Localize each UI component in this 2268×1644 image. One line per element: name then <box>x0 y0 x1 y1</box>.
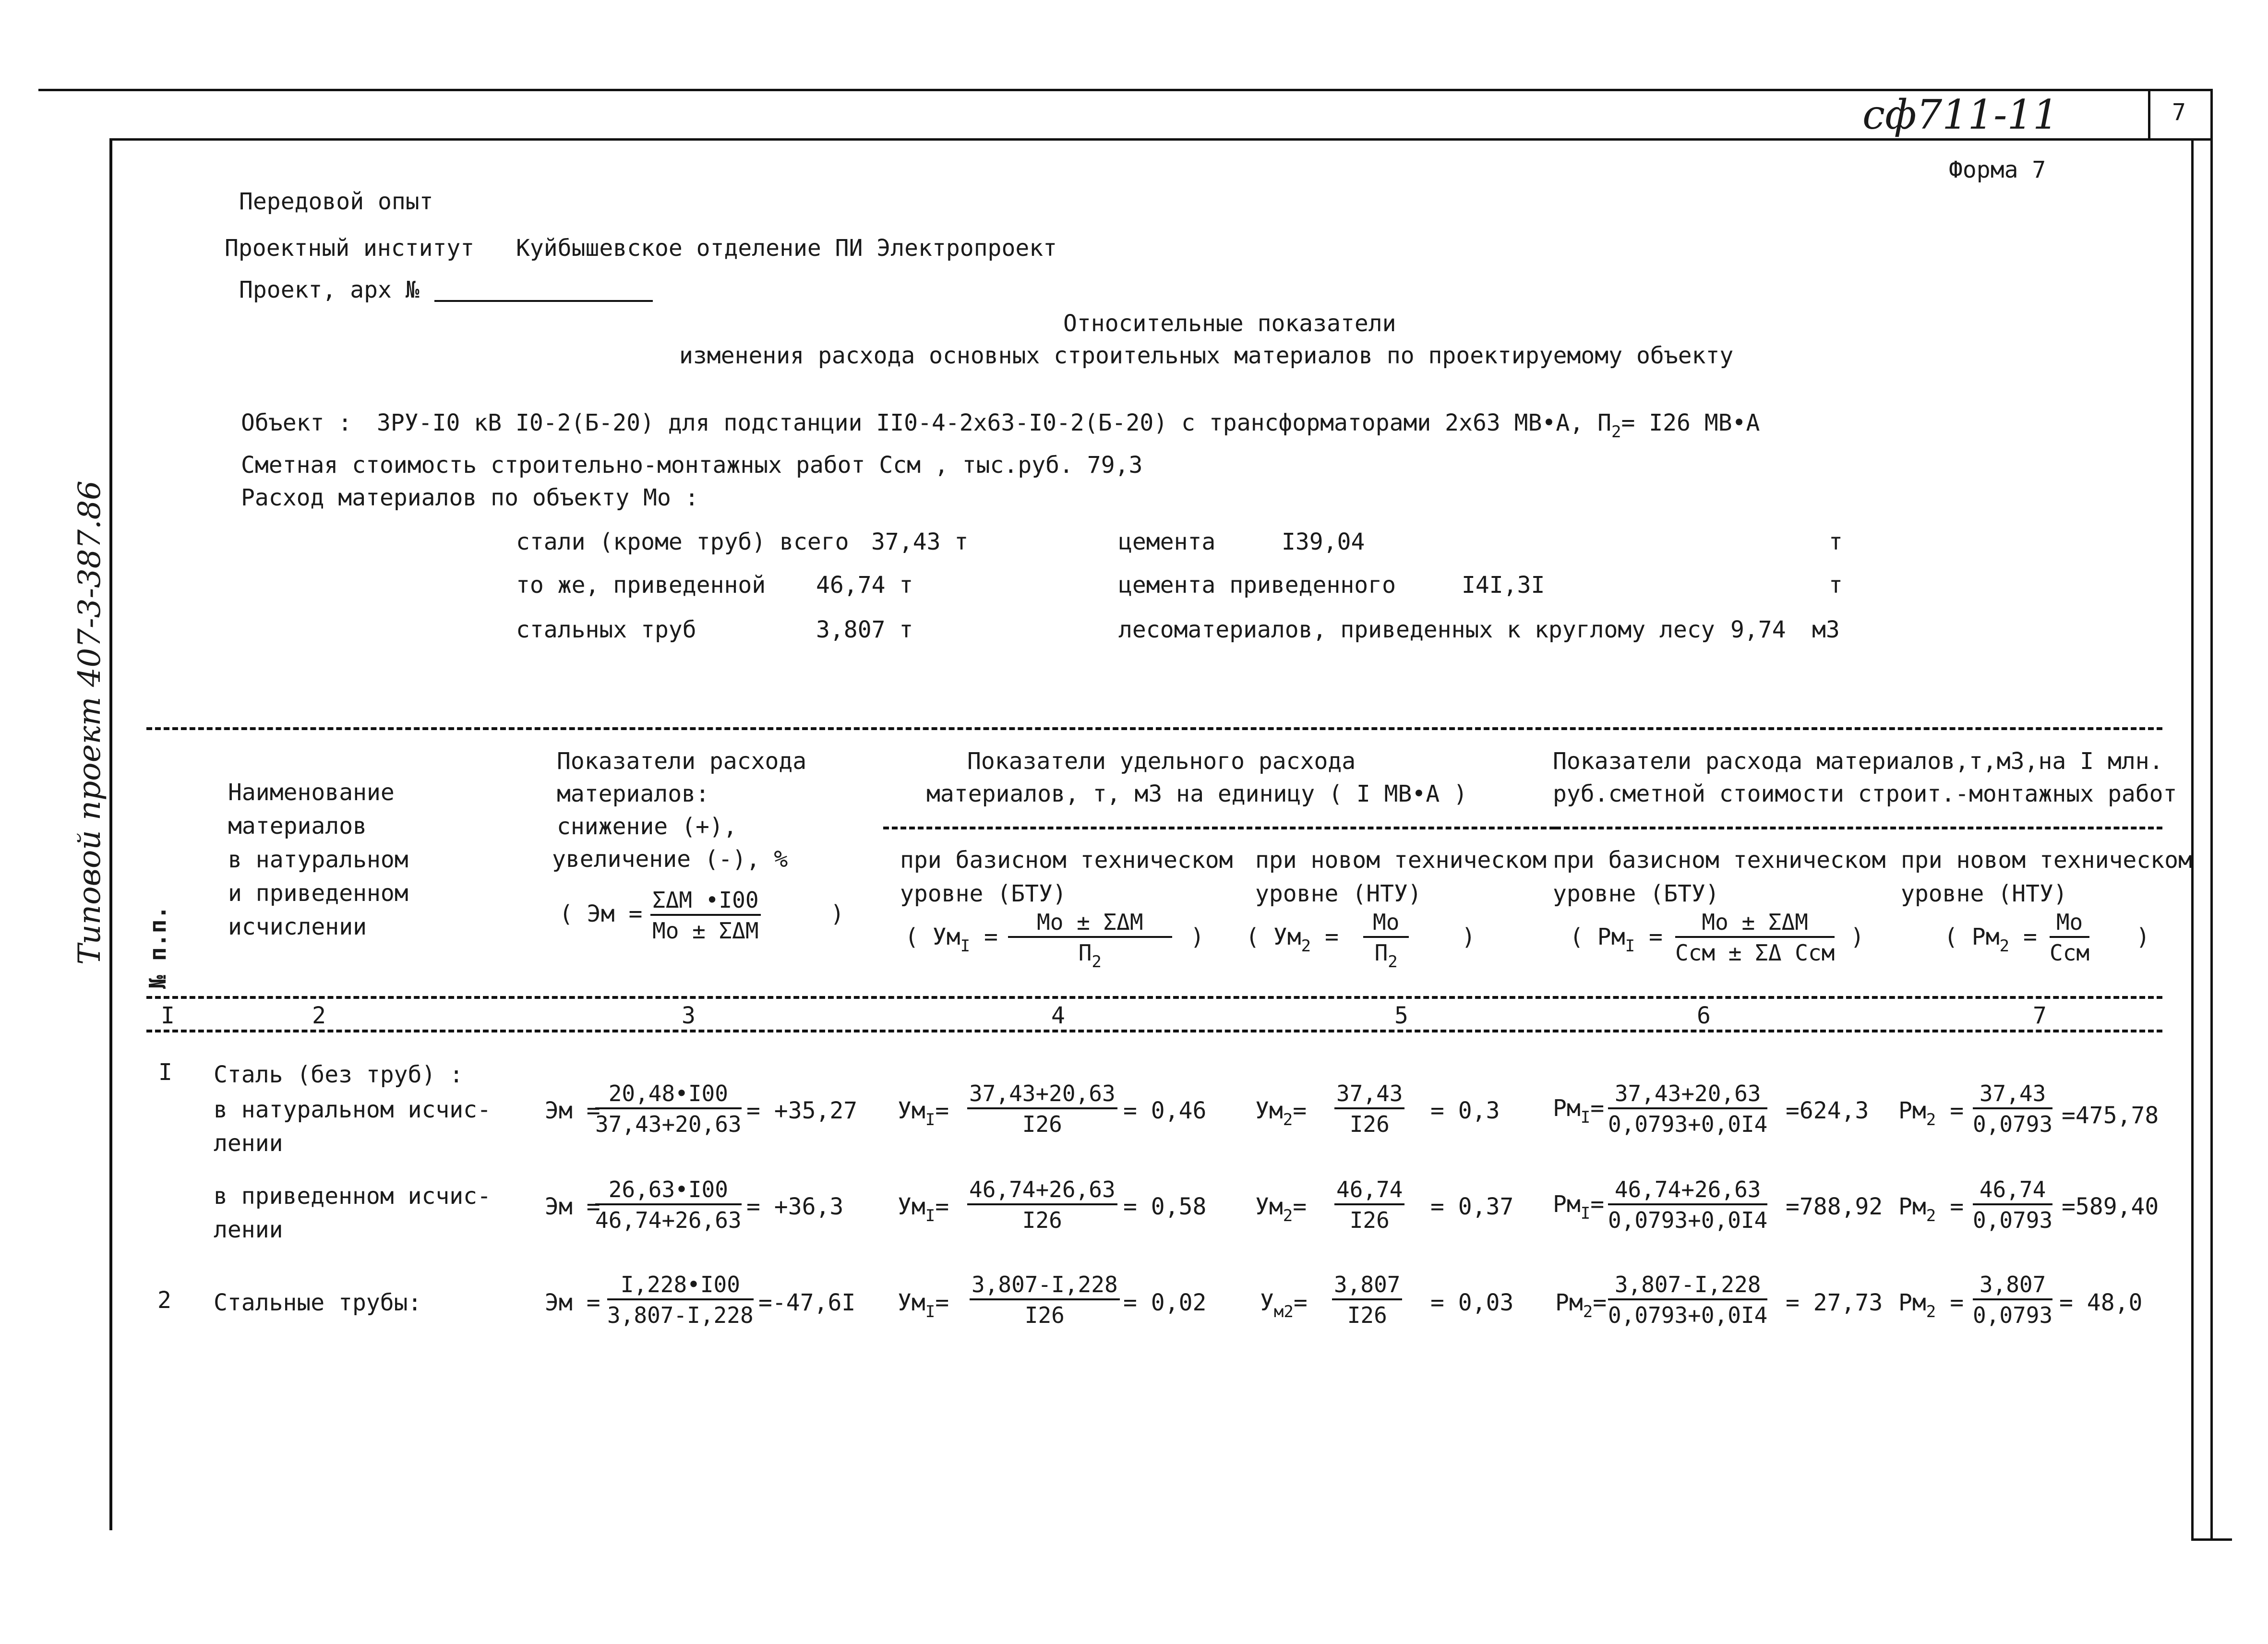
um1-result: = 0,02 <box>1123 1289 1207 1316</box>
col67-title-2: руб.сметной стоимости строит.-монтажных работ <box>1553 780 2177 807</box>
col67-title-1: Показатели расхода материалов,т,м3,на I млн. <box>1553 748 2163 775</box>
col-name-header-4: и приведенном <box>228 880 408 907</box>
um2-fraction: $\frac{3,807}{I26}$ <box>1332 1273 1402 1326</box>
col-num-header: № п.п. <box>144 905 171 989</box>
row-name-1: Сталь (без труб) : <box>214 1061 464 1088</box>
col5-header-1: при новом техническом <box>1255 847 1547 874</box>
em-lhs: Эм = <box>545 1289 600 1316</box>
object-description: ЗРУ-I0 кВ I0-2(Б-20) для подстанции II0-4-2x63-I0-2(Б-20) с трансформаторами 2x63 МВ•А, П <box>377 409 1611 436</box>
em-lhs: Эм = <box>545 1193 600 1220</box>
col3-formula-fraction: ΣΔM •I00 Мо ± ΣΔM <box>650 889 761 942</box>
pm1-fraction: $\frac{37,43+20,63}{0,0793+0,0I4}$ <box>1608 1080 1768 1137</box>
em-result: =-47,6I <box>758 1289 856 1316</box>
row-name-3: лении <box>214 1130 283 1157</box>
um1-fraction: $\frac{3,807-I,228}{I26}$ <box>970 1273 1120 1326</box>
cement-unit: т <box>1829 528 1843 555</box>
cement-value: I39,04 <box>1282 528 1365 555</box>
col3-header-2: материалов: <box>557 780 709 807</box>
pm2-lhs: $Рм_2$ = <box>1898 1289 1964 1321</box>
form-label: Форма 7 <box>1949 156 2046 183</box>
col45-title-1: Показатели удельного расхода <box>967 748 1356 775</box>
pm1-result: =788,92 <box>1786 1193 1883 1220</box>
col6-formula-fraction: Мо ± ΣΔM Ссм ± ΣΔ Ссм <box>1675 909 1835 966</box>
cement-reduced-label: цемента приведенного <box>1118 572 1396 599</box>
em-fraction: $\frac{26,63•I00}{46,74+26,63}$ <box>595 1176 742 1233</box>
institute-label: Проектный институт <box>225 235 475 262</box>
col6-formula-lhs: ( $Рм_I$ = <box>1570 924 1663 956</box>
pm2-fraction: $\frac{3,807}{0,0793}$ <box>1973 1272 2053 1328</box>
sheet-box-left <box>2148 89 2150 139</box>
col7-header-2: уровне (НТУ) <box>1901 880 2067 907</box>
um2-result: = 0,3 <box>1430 1097 1500 1124</box>
em-fraction: $\frac{I,228•I00}{3,807-I,228}$ <box>607 1272 754 1328</box>
cement-reduced-value: I4I,3I <box>1462 572 1545 599</box>
table-rule-top <box>146 727 2162 730</box>
col-number-4: 4 <box>1051 1002 1065 1029</box>
col6-header-1: при базисном техническом <box>1553 847 1886 874</box>
col3-header-4: увеличение (-), % <box>552 846 788 873</box>
row-name-1: Стальные трубы: <box>214 1289 422 1316</box>
consumption-label: Расход материалов по объекту Мо : <box>241 484 699 511</box>
pm2-result: = 48,0 <box>2059 1289 2143 1316</box>
object-tail: = I26 МВ•А <box>1621 409 1760 436</box>
pm2-result: =475,78 <box>2062 1102 2159 1129</box>
handwritten-code: сф711-11 <box>1862 91 2059 138</box>
em-result: = +36,3 <box>746 1193 844 1220</box>
pm2-fraction: $\frac{46,74}{0,0793}$ <box>1973 1176 2053 1233</box>
cement-reduced-unit: т <box>1829 572 1843 599</box>
em-fraction: $\frac{20,48•I00}{37,43+20,63}$ <box>595 1080 742 1137</box>
col5-formula-lhs: ( $Ум_2$ = <box>1246 924 1339 956</box>
col-number-7: 7 <box>2033 1002 2047 1029</box>
um1-lhs: $Ум_I=$ <box>898 1289 949 1321</box>
frame-right-outer <box>2210 89 2213 1541</box>
title-line1: Относительные показатели <box>1063 310 1396 337</box>
col45-title-2: материалов, т, м3 на единицу ( I МВ•А ) <box>926 780 1468 807</box>
row-number: I <box>158 1059 172 1086</box>
col-name-header-5: исчислении <box>228 913 367 940</box>
pm1-result: = 27,73 <box>1786 1289 1883 1316</box>
pm1-lhs: $Рм_I=$ <box>1553 1191 1605 1223</box>
col-name-header-3: в натуральном <box>228 846 408 873</box>
col-name-header-1: Наименование <box>228 779 395 806</box>
col4-header-2: уровне (БТУ) <box>900 880 1067 907</box>
col5-formula-fraction: Мо $П_2$ <box>1363 911 1409 964</box>
institute-value: Куйбышевское отделение ПИ Электропроект <box>516 235 1057 262</box>
col4-formula-lhs: ( $Ум_I$ = <box>905 924 998 956</box>
col-number-1: I <box>161 1002 175 1029</box>
pm2-fraction: $\frac{37,43}{0,0793}$ <box>1973 1080 2053 1137</box>
pm1-result: =624,3 <box>1786 1097 1869 1124</box>
steel-reduced-value: 46,74 т <box>816 572 913 599</box>
steel-label: стали (кроме труб) всего <box>516 528 849 555</box>
um1-fraction: $\frac{46,74+26,63}{I26}$ <box>967 1178 1117 1231</box>
row-number: 2 <box>157 1287 171 1314</box>
col4-header-1: при базисном техническом <box>900 847 1233 874</box>
um1-fraction: $\frac{37,43+20,63}{I26}$ <box>967 1082 1117 1135</box>
pm2-lhs: $Рм_2$ = <box>1898 1097 1964 1129</box>
pm1-fraction: $\frac{46,74+26,63}{0,0793+0,0I4}$ <box>1608 1176 1768 1233</box>
pm2-lhs: $Рм_2$ = <box>1898 1193 1964 1225</box>
table-rule-header-bottom <box>146 996 2162 999</box>
col6-formula-rhs: ) <box>1850 924 1864 950</box>
um2-result: = 0,03 <box>1430 1289 1514 1316</box>
cement-label: цемента <box>1118 528 1216 555</box>
col-name-header-2: материалов <box>228 813 367 840</box>
um1-result: = 0,58 <box>1123 1193 1207 1220</box>
pipes-label: стальных труб <box>516 616 696 643</box>
row-name-2: лении <box>214 1216 283 1243</box>
estimated-cost: Сметная стоимость строительно-монтажных работ Ссм , тыс.руб. 79,3 <box>241 452 1143 479</box>
table-rule-sub-right <box>1555 827 2162 829</box>
col7-formula-fraction: Мо Ссм <box>2050 909 2090 966</box>
meta-line1: Передовой опыт <box>239 188 433 215</box>
pipes-value: 3,807 т <box>816 616 913 643</box>
table-rule-sub-left <box>883 827 1555 829</box>
col5-formula-rhs: ) <box>1462 924 1476 950</box>
frame-left <box>109 138 112 1530</box>
object-label: Объект : <box>241 409 352 436</box>
pm2-result: =589,40 <box>2062 1193 2159 1220</box>
frame-right-bottom <box>2191 1538 2232 1541</box>
um1-lhs: $Ум_I=$ <box>898 1193 949 1225</box>
col-number-3: 3 <box>682 1002 696 1029</box>
um2-lhs: $У_{м2}=$ <box>1260 1289 1308 1321</box>
um1-lhs: $Ум_I=$ <box>898 1097 949 1129</box>
timber-value: 9,74 <box>1730 616 1786 643</box>
frame-top <box>110 138 2213 141</box>
sheet-number: 7 <box>2172 99 2186 126</box>
col3-header-1: Показатели расхода <box>557 748 807 775</box>
col4-formula-fraction: Мо ± ΣΔM $П_2$ <box>1008 911 1172 964</box>
object-sub: 2 <box>1611 422 1621 442</box>
em-result: = +35,27 <box>746 1097 858 1124</box>
row-name-1: в приведенном исчис- <box>214 1183 491 1210</box>
um2-fraction: $\frac{46,74}{I26}$ <box>1334 1178 1404 1231</box>
col3-formula-lhs: ( Эм = <box>559 900 643 927</box>
pm1-lhs: $Рм_I=$ <box>1553 1095 1605 1127</box>
project-number-blank <box>434 300 653 302</box>
col5-header-2: уровне (НТУ) <box>1255 880 1422 907</box>
um2-fraction: $\frac{37,43}{I26}$ <box>1334 1082 1404 1135</box>
em-lhs: Эм = <box>545 1097 600 1124</box>
um2-lhs: $Ум_2=$ <box>1255 1193 1307 1225</box>
project-label: Проект, арх № <box>239 276 420 303</box>
side-label: Типовой проект 407-3-387.86 <box>72 480 108 965</box>
col-number-6: 6 <box>1697 1002 1711 1029</box>
col7-header-1: при новом техническом <box>1901 847 2192 874</box>
col3-formula-rhs: ) <box>830 900 844 927</box>
title-line2: изменения расхода основных строительных материалов по проектируемому объекту <box>679 342 1734 369</box>
steel-value: 37,43 т <box>871 528 969 555</box>
table-rule-numbers-bottom <box>146 1030 2162 1032</box>
col7-formula-lhs: ( $Рм_2$ = <box>1944 924 2037 956</box>
col6-header-2: уровне (БТУ) <box>1553 880 1719 907</box>
row-name-2: в натуральном исчис- <box>214 1096 491 1123</box>
col7-formula-rhs: ) <box>2136 924 2150 950</box>
pm1-fraction: $\frac{3,807-I,228}{0,0793+0,0I4}$ <box>1608 1272 1768 1328</box>
col4-formula-rhs: ) <box>1190 924 1204 950</box>
object-text <box>377 409 1760 442</box>
um2-result: = 0,37 <box>1430 1193 1514 1220</box>
pm1-lhs: $Рм_2=$ <box>1555 1289 1607 1321</box>
steel-reduced-label: то же, приведенной <box>516 572 766 599</box>
um1-result: = 0,46 <box>1123 1097 1207 1124</box>
col-number-5: 5 <box>1394 1002 1408 1029</box>
frame-right-inner <box>2191 139 2194 1541</box>
timber-label: лесоматериалов, приведенных к круглому лесу <box>1118 616 1715 643</box>
timber-unit: м3 <box>1812 616 1840 643</box>
col3-header-3: снижение (+), <box>557 813 737 840</box>
col-number-2: 2 <box>312 1002 326 1029</box>
um2-lhs: $Ум_2=$ <box>1255 1097 1307 1129</box>
